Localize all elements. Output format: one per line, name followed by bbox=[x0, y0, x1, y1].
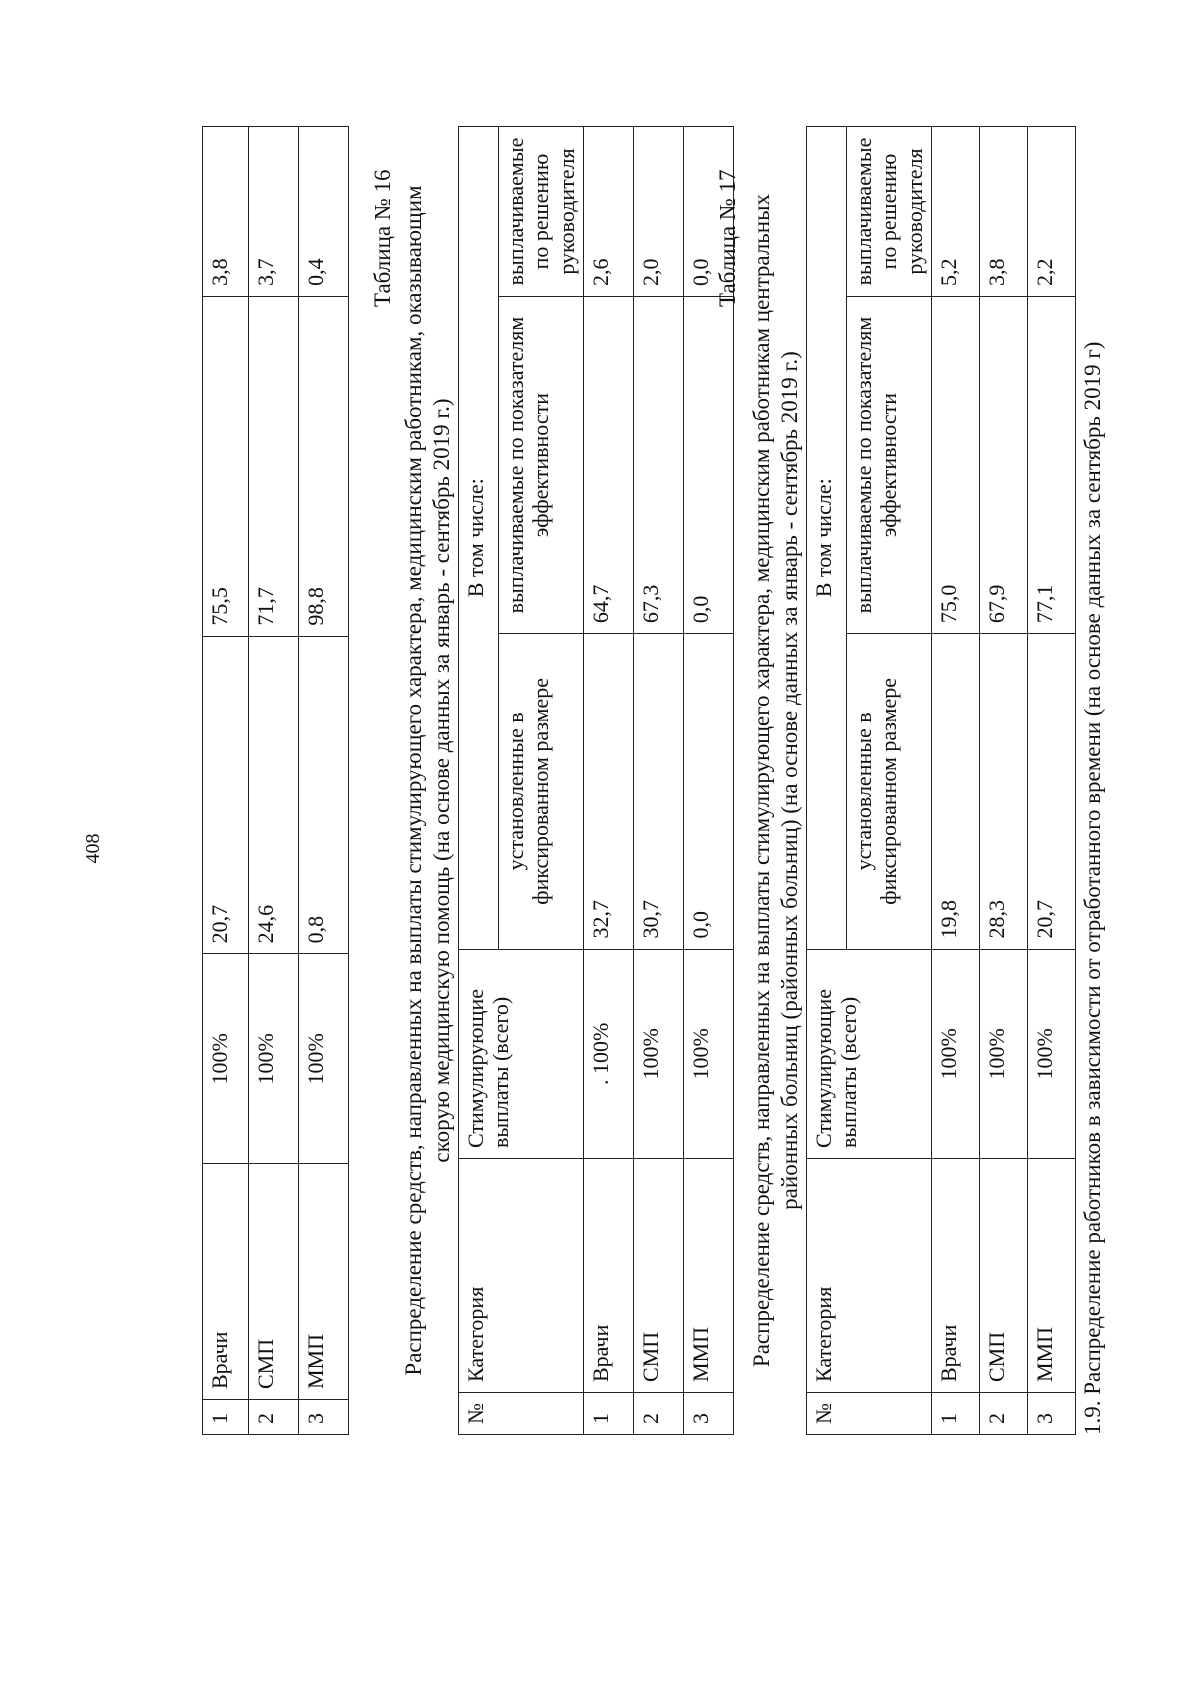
manager-cell: 2,6 bbox=[583, 127, 633, 297]
total-cell: 100% bbox=[203, 954, 249, 1164]
efficiency-cell: 64,7 bbox=[583, 297, 633, 634]
table-row bbox=[203, 127, 249, 1435]
fixed-cell: 0,0 bbox=[683, 634, 733, 949]
efficiency-cell: 98,8 bbox=[299, 296, 349, 636]
table-17 bbox=[806, 126, 1076, 1435]
caption-line: Распределение средств, направленных на выплаты стимулирующего характера, медицинским работникам центральных bbox=[749, 193, 774, 1368]
fixed-cell: 28,3 bbox=[979, 634, 1027, 949]
total-cell: 100% bbox=[299, 954, 349, 1164]
total-cell: 100% bbox=[931, 949, 979, 1158]
table-row bbox=[1027, 127, 1075, 1435]
fixed-cell: 20,7 bbox=[203, 636, 249, 954]
header-fixed: установленные в фиксированном размере bbox=[499, 634, 584, 949]
page-number: 408 bbox=[82, 833, 104, 864]
row-number: 2 bbox=[249, 1400, 299, 1435]
row-number: 1 bbox=[203, 1400, 249, 1435]
header-efficiency: выплачиваемые по показателям эффективности bbox=[847, 297, 932, 634]
category-cell: Врачи bbox=[583, 1159, 633, 1393]
table-16-caption bbox=[400, 126, 456, 1435]
section-heading-1-9: 1.9. Распределение работников в зависимости от отработанного времени (на основе данных за сентябрь 2019 г) bbox=[1080, 341, 1105, 1435]
fixed-cell: 19,8 bbox=[931, 634, 979, 949]
manager-cell: 2,0 bbox=[633, 127, 683, 297]
total-cell: 100% bbox=[683, 949, 733, 1158]
manager-cell: 2,2 bbox=[1027, 127, 1075, 297]
table-16 bbox=[458, 126, 734, 1435]
table-row bbox=[931, 127, 979, 1435]
header-manager: выплачиваемые по решению руководителя bbox=[847, 127, 932, 297]
fixed-cell: 30,7 bbox=[633, 634, 683, 949]
caption-line: Распределение средств, направленных на выплаты стимулирующего характера, медицинским работникам, оказывающим bbox=[401, 185, 426, 1376]
efficiency-cell: 67,9 bbox=[979, 297, 1027, 634]
row-number: 1 bbox=[583, 1393, 633, 1435]
category-cell: ММП bbox=[683, 1159, 733, 1393]
total-cell: 100% bbox=[249, 954, 299, 1164]
category-cell: Врачи bbox=[203, 1164, 249, 1400]
table-row bbox=[299, 127, 349, 1435]
header-total: Стимулирующие выплаты (всего) bbox=[807, 949, 932, 1158]
header-efficiency: выплачиваемые по показателям эффективности bbox=[499, 297, 584, 634]
header-category: Категория bbox=[807, 1159, 932, 1393]
fixed-cell: 0,8 bbox=[299, 636, 349, 954]
category-cell: Врачи bbox=[931, 1159, 979, 1393]
fixed-cell: 20,7 bbox=[1027, 634, 1075, 949]
table-17-label: Таблица № 17 bbox=[715, 169, 740, 307]
efficiency-cell: 75,0 bbox=[931, 297, 979, 634]
manager-cell: 5,2 bbox=[931, 127, 979, 297]
table-top-continuation bbox=[202, 126, 349, 1435]
row-number: 1 bbox=[931, 1393, 979, 1435]
category-cell: ММП bbox=[299, 1164, 349, 1400]
total-cell: 100% bbox=[979, 949, 1027, 1158]
row-number: 3 bbox=[1027, 1393, 1075, 1435]
header-including: В том числе: bbox=[459, 127, 499, 950]
fixed-cell: 24,6 bbox=[249, 636, 299, 954]
header-row bbox=[807, 127, 847, 1435]
category-cell: СМП bbox=[633, 1159, 683, 1393]
row-number: 2 bbox=[633, 1393, 683, 1435]
header-total: Стимулирующие выплаты (всего) bbox=[459, 949, 584, 1158]
efficiency-cell: 71,7 bbox=[249, 296, 299, 636]
header-including: В том числе: bbox=[807, 127, 847, 950]
header-category: Категория bbox=[459, 1159, 584, 1393]
row-number: 3 bbox=[683, 1393, 733, 1435]
efficiency-cell: 0,0 bbox=[683, 297, 733, 634]
table-row bbox=[249, 127, 299, 1435]
total-cell: 100% bbox=[1027, 949, 1075, 1158]
manager-cell: 3,8 bbox=[979, 127, 1027, 297]
efficiency-cell: 77,1 bbox=[1027, 297, 1075, 634]
header-num: № bbox=[459, 1393, 584, 1435]
table-row bbox=[683, 127, 733, 1435]
total-cell: 100% bbox=[633, 949, 683, 1158]
manager-cell: 0,4 bbox=[299, 127, 349, 297]
manager-cell: 3,7 bbox=[249, 127, 299, 297]
efficiency-cell: 75,5 bbox=[203, 296, 249, 636]
header-fixed: установленные в фиксированном размере bbox=[847, 634, 932, 949]
row-number: 2 bbox=[979, 1393, 1027, 1435]
header-manager: выплачиваемые по решению руководителя bbox=[499, 127, 584, 297]
row-number: 3 bbox=[299, 1400, 349, 1435]
caption-line: скорую медицинскую помощь (на основе данных за январь - сентябрь 2019 г.) bbox=[429, 398, 455, 1163]
category-cell: СМП bbox=[249, 1164, 299, 1400]
table-row bbox=[633, 127, 683, 1435]
table-16-label: Таблица № 16 bbox=[370, 169, 395, 307]
table-row bbox=[979, 127, 1027, 1435]
manager-cell: 0,0 bbox=[683, 127, 733, 297]
table-row bbox=[583, 127, 633, 1435]
efficiency-cell: 67,3 bbox=[633, 297, 683, 634]
header-row bbox=[459, 127, 499, 1435]
manager-cell: 3,8 bbox=[203, 127, 249, 297]
category-cell: ММП bbox=[1027, 1159, 1075, 1393]
header-num: № bbox=[807, 1393, 932, 1435]
caption-line: районных больниц (районных больниц) (на основе данных за январь - сентябрь 2019 г.) bbox=[777, 351, 803, 1210]
table-17-caption bbox=[748, 126, 804, 1435]
category-cell: СМП bbox=[979, 1159, 1027, 1393]
total-cell: . 100% bbox=[583, 949, 633, 1158]
fixed-cell: 32,7 bbox=[583, 634, 633, 949]
